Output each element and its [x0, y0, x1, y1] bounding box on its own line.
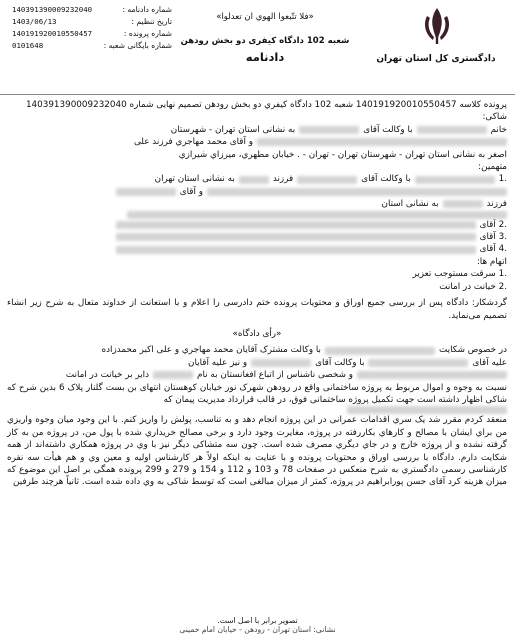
verdict-line-3 — [7, 369, 507, 381]
court-address: نشانی: استان تهران - رودهن - خیابان امام خمینی — [179, 625, 336, 634]
accused-1-line-3 — [7, 198, 507, 210]
redacted-address — [257, 138, 507, 146]
iran-emblem-icon — [419, 6, 455, 48]
meta-row-archive-no — [12, 40, 172, 52]
case-meta — [12, 4, 172, 52]
ruling-body — [7, 99, 507, 489]
verdict-text: در خصوص شکایت — [439, 345, 507, 356]
accused-4 — [7, 243, 507, 255]
charges-label: اتهام ها: — [476, 256, 507, 267]
accused-text: به نشانی استان — [381, 199, 439, 210]
complainant-label: شاکی: — [482, 112, 507, 123]
accused-label: متهمین: — [478, 162, 507, 173]
meta-value: 1403/06/13 — [12, 17, 57, 26]
meta-value: 140191920010550457 — [12, 29, 93, 38]
verdict-text: علیه آقای — [472, 357, 507, 368]
verdict-line-5 — [7, 406, 507, 414]
redacted-name — [116, 246, 476, 254]
verdict-text: با وکالت مشترک آقایان محمد مهاجري و علی اکبر محمدزاده — [101, 345, 321, 356]
header-divider — [0, 94, 515, 95]
redacted-name — [443, 200, 483, 208]
redacted-name — [417, 126, 487, 134]
verdict-line-1 — [7, 344, 507, 356]
verdict-title: «رأی دادگاه» — [232, 328, 282, 339]
meta-label: شماره پرونده : — [123, 29, 172, 38]
judiciary-name: دادگستری کل استان تهران — [376, 54, 496, 64]
meta-label: شماره دادنامه : — [122, 5, 172, 14]
accused-text: .2 آقای — [479, 219, 507, 230]
verdict-text: دایر بر خیانت در امانت — [65, 370, 150, 381]
complainant-line-3: اصغر به نشانی استان تهران - شهرستان تهران - تهران - . خیابان مطهري، میرزاي شیرازي — [178, 149, 507, 160]
meta-label: شماره بایگانی شعبه : — [103, 41, 172, 50]
complainant-text: به نشانی استان تهران - شهرستان — [170, 124, 296, 135]
redacted-address — [207, 188, 507, 196]
certified-copy-note: تصویر برابر با اصل است. — [217, 616, 298, 625]
accused-2 — [7, 219, 507, 231]
accused-text: و آقای — [179, 186, 203, 197]
accused-1-line-2 — [7, 186, 507, 198]
accused-text: به نشانی استان تهران — [154, 174, 235, 185]
verdict-paragraph-1: نسبت به وجوه و اموال مربوط به پروژه ساختمانی واقع در رودهن شهرک نور خیابان کوهستان انتهای بن بست گلنار پلاک 6 بدین شرح که شاکی اظهار داشته است جهت تکمیل پروژه ساختمانی فوق، در قالب قرارداد مدیریت پیمان که — [7, 382, 507, 405]
accused-text: .4 آقای — [479, 244, 507, 255]
accused-text: فرزند — [272, 174, 294, 185]
document-header — [0, 0, 515, 92]
redacted-name — [299, 126, 359, 134]
redacted-name — [347, 406, 507, 414]
redacted-name — [116, 233, 476, 241]
quran-verse: «فلا تتّبعوا الهوي ان تعدلوا» — [216, 12, 314, 22]
redacted-name — [325, 347, 435, 355]
redacted-name — [153, 371, 193, 379]
accused-text: فرزند — [486, 199, 507, 210]
complainant-line-1 — [7, 124, 507, 136]
redacted-name — [116, 188, 176, 196]
accused-text: .3 آقای — [479, 232, 507, 243]
meta-value: 0101648 — [12, 41, 44, 50]
redacted-name — [239, 176, 269, 184]
meta-value: 140391390009232040 — [12, 5, 93, 14]
verdict-line-2 — [7, 357, 507, 369]
charge-1: .1 سرقت مستوجب تعزیر — [412, 269, 507, 280]
charge-2: .2 خیانت در امانت — [439, 281, 507, 292]
redacted-name — [297, 176, 357, 184]
meta-row-date — [12, 16, 172, 28]
complainant-text: خانم — [490, 124, 507, 135]
accused-3 — [7, 231, 507, 243]
document-type: دادنامه — [245, 50, 285, 64]
redacted-name — [415, 176, 495, 184]
meta-label: تاریخ تنظیم : — [131, 17, 172, 26]
accused-text: با وکالت آقای — [361, 174, 411, 185]
court-branch: شعبه 102 دادگاه کیفری دو بخش رودهن — [180, 36, 350, 46]
intro-paragraph: پرونده کلاسه 140191920010550457 شعبه 102 دادگاه کیفري دو بخش رودهن تصمیم نهایی شماره 140391390009232040 — [25, 100, 507, 110]
verdict-paragraph-2: منعقد کردم مقرر شد یک سري اقدامات عمرانی در این پروژه انجام دهد و به تناسب، پولش را واریز کنم. با این وجود میان وجوه واریزي من براي ایشان با مصالح و کارهاي بکاررفته در پروژه، مغایرت وجود دارد و برخی مصالح خریداري شده با پول من، در پروژه من به کار گرفته نشده و از پروژه خارج و در جاي دیگري مصرف شده است. چون سه متشاکی دیگر نیز با وي در پروژه همکاري داشته‌اند از همه شکایت دارم. دادگاه با بررسی اوراق و محتویات پرونده و با عنایت به اینکه اولاً هر کارشناس اولیه و معین وي و هم هیأت سه نفره کارشناسی رسمی دادگستري به شرح منعکس در صفحات 78 و 103 و 112 و 154 و 279 و 299 پرونده همگی بر اصل این موضوع که میزان هزینه کرد آقای حسن پورابراهیم در پروژه، کمتر از میزان مبالغی است که توسط شاکی به وي داده شده است. ثانیاً هرچند طرفین — [7, 415, 508, 488]
accused-1-line-1 — [7, 173, 507, 185]
verdict-text: با وکالت آقای — [315, 357, 365, 368]
case-report: گردشکار: دادگاه پس از بررسی جمیع اوراق و محتویات پرونده ختم دادرسی را اعلام و با استعانت از خداوند متعال به شرح زیر انشاء تصمیم می‌نماید. — [7, 298, 507, 321]
accused-number: .1 — [498, 174, 507, 185]
redacted-name — [116, 221, 476, 229]
complainant-text: با وکالت آقای — [363, 124, 413, 135]
redacted-address — [127, 211, 507, 219]
redacted-name — [357, 371, 507, 379]
verdict-text: و شخصی ناشناس از اتباع افغانستان به نام — [197, 370, 353, 381]
redacted-name — [251, 359, 311, 367]
accused-1-line-4 — [7, 211, 507, 219]
verdict-text: و نیز علیه آقایان — [188, 357, 248, 368]
header-center — [170, 12, 360, 64]
page-footer — [0, 616, 515, 634]
complainant-line-2 — [7, 136, 507, 148]
meta-row-ruling-no — [12, 4, 172, 16]
complainant-text: و آقای محمد مهاجري فرزند علی — [133, 137, 253, 148]
meta-row-case-no — [12, 28, 172, 40]
redacted-name — [368, 359, 468, 367]
